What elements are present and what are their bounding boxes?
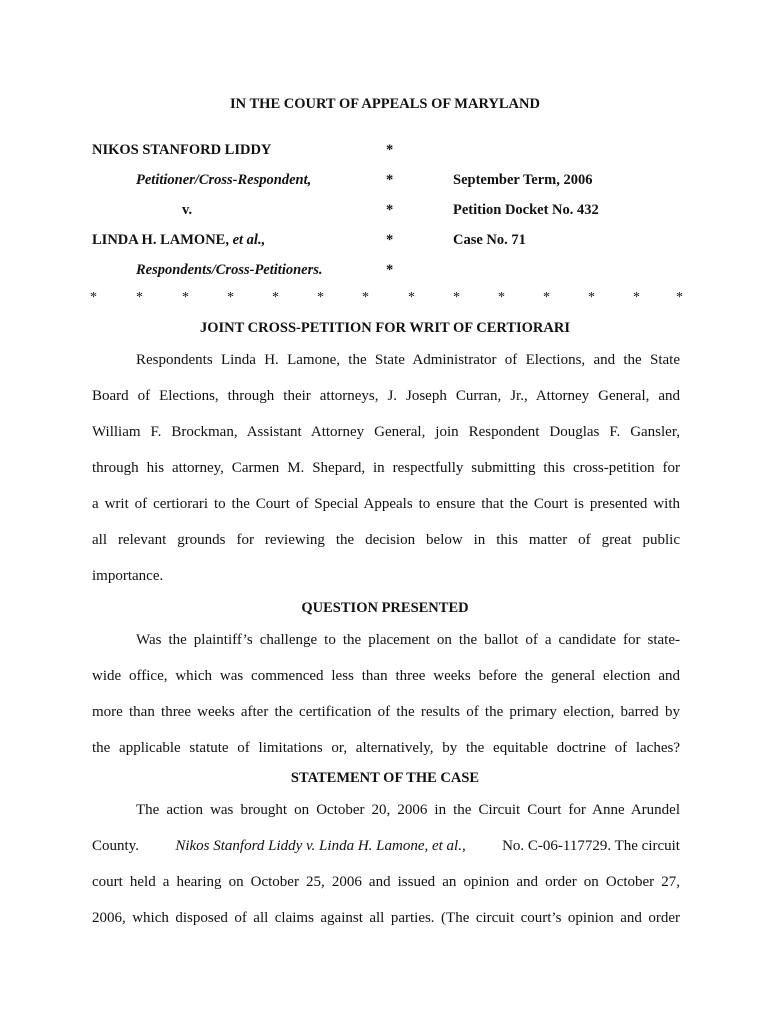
divider-star: * [90,290,97,305]
paragraph-line: importance. [92,568,164,584]
respondent-name-text: LINDA H. LAMONE, [92,232,229,248]
caption-star: * [386,172,394,188]
paragraph-line: Was the plaintiff’s challenge to the placement on the ballot of a candidate for state- [136,632,680,648]
versus: v. [182,202,193,218]
case-number: Case No. 71 [453,232,526,248]
case-citation: Nikos Stanford Liddy v. Linda H. Lamone, et al., [175,838,466,854]
divider-star: * [272,290,279,305]
divider-star: * [453,290,460,305]
caption-star: * [386,142,394,158]
petitioner-role: Petitioner/Cross-Respondent, [136,172,312,188]
petitioner-name: NIKOS STANFORD LIDDY [92,142,272,158]
paragraph-line: William F. Brockman, Assistant Attorney General, join Respondent Douglas F. Gansler, [92,424,680,440]
divider-star: * [227,290,234,305]
caption-star: * [386,262,394,278]
docket-number: Petition Docket No. 432 [453,202,599,218]
divider-star: * [408,290,415,305]
divider-star: * [136,290,143,305]
caption-star: * [386,232,394,248]
respondent-etal: et al., [232,232,266,248]
paragraph-line: all relevant grounds for reviewing the decision below in this matter of great public [92,532,680,548]
court-title: IN THE COURT OF APPEALS OF MARYLAND [230,96,540,112]
divider-star: * [317,290,324,305]
divider-star: * [362,290,369,305]
paragraph-line: The action was brought on October 20, 2006 in the Circuit Court for Anne Arundel [136,802,680,818]
heading-statement-of-case: STATEMENT OF THE CASE [290,770,480,786]
paragraph-line: Board of Elections, through their attorneys, J. Joseph Curran, Jr., Attorney General, and [92,388,680,404]
paragraph-line: 2006, which disposed of all claims against all parties. (The circuit court’s opinion and order [92,910,680,926]
caption-star: * [386,202,394,218]
statement-county: County. [92,838,139,854]
divider-star: * [498,290,505,305]
divider-star: * [182,290,189,305]
divider-star: * [588,290,595,305]
paragraph-line: a writ of certiorari to the Court of Special Appeals to ensure that the Court is presented with [92,496,680,512]
paragraph-line: Respondents Linda H. Lamone, the State Administrator of Elections, and the State [136,352,680,368]
term: September Term, 2006 [453,172,593,188]
respondent-role: Respondents/Cross-Petitioners. [136,262,323,278]
respondent-name [92,232,265,249]
paragraph-line: through his attorney, Carmen M. Shepard, in respectfully submitting this cross-petition for [92,460,680,476]
divider-star: * [676,290,683,305]
heading-question-presented: QUESTION PRESENTED [301,600,469,616]
divider-star: * [633,290,640,305]
paragraph-line: more than three weeks after the certification of the results of the primary election, barred by [92,704,680,720]
paragraph-line: wide office, which was commenced less than three weeks before the general election and [92,668,680,684]
paragraph-line: court held a hearing on October 25, 2006 and issued an opinion and order on October 27, [92,874,680,890]
statement-case-number: No. C-06-117729. The circuit [502,838,680,854]
divider-star: * [543,290,550,305]
paragraph-line: the applicable statute of limitations or, alternatively, by the equitable doctrine of laches? [92,740,680,756]
heading-main: JOINT CROSS-PETITION FOR WRIT OF CERTIORARI [200,320,570,336]
paragraph-line [92,838,680,855]
